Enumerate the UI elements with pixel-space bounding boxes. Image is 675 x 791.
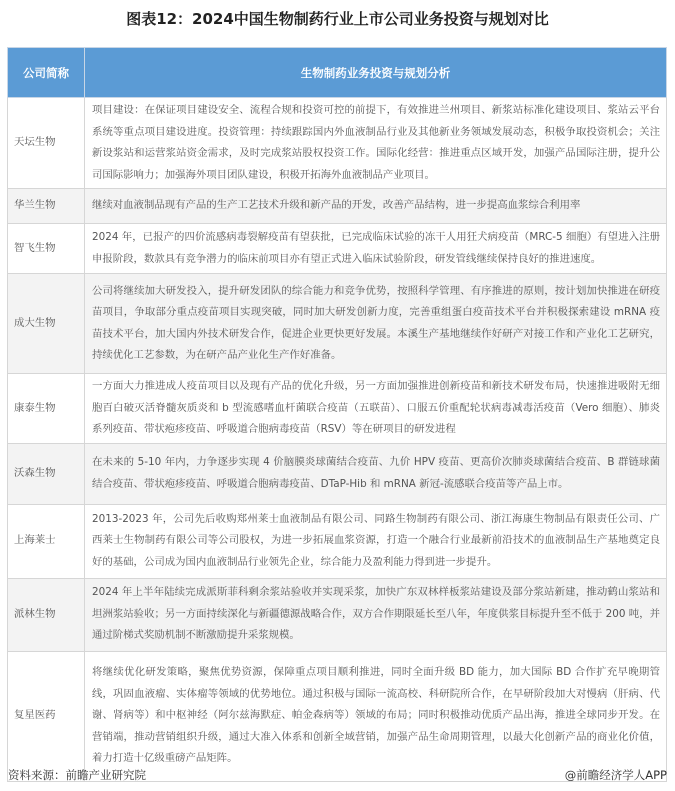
company-analysis: 继续对血液制品现有产品的生产工艺技术升级和新产品的开发，改善产品结构，进一步提高血浆综合利用率 bbox=[85, 189, 667, 224]
company-name: 复星医药 bbox=[8, 651, 85, 781]
table-row bbox=[8, 224, 667, 274]
table-row bbox=[8, 98, 667, 189]
table-row bbox=[8, 189, 667, 224]
company-name: 成大生物 bbox=[8, 274, 85, 374]
company-analysis: 2024 年上半年陆续完成派斯菲科剩余浆站验收并实现采浆，加快广东双林样板浆站建设及部分浆站新建，推动鹤山浆站和坦洲浆站验收；另一方面持续深化与新疆德源战略合作，双方合作期限延长至八年，年度供浆目标提升至不低于 200 吨，并通过阶梯式奖励机制不断激励提升采浆规模。 bbox=[85, 578, 667, 651]
company-analysis: 2024 年，已报产的四价流感病毒裂解疫苗有望获批，已完成临床试验的冻干人用狂犬病疫苗（MRC-5 细胞）有望进入注册申报阶段，数款具有竞争潜力的临床前项目亦有望正式进入临床试验阶段，研发管线继续保持良好的推进速度。 bbox=[85, 224, 667, 274]
source-note: 资料来源：前瞻产业研究院 bbox=[8, 768, 146, 782]
comparison-table bbox=[7, 47, 667, 782]
company-analysis: 公司将继续加大研发投入，提升研发团队的综合能力和竞争优势，按照科学管理、有序推进的原则，按计划加快推进在研疫苗项目，争取部分重点疫苗项目实现突破，同时加大研发创新力度，完善重组蛋白疫苗技术平台并积极探索建设 mRNA 疫苗技术平台，加大国内外技术研发合作，促进企业更快更好发展。本溪生产基地继续作好研产对接工作和产业化工艺研究，持续优化工艺参数，为在研产品产业化生产作好准备。 bbox=[85, 274, 667, 374]
company-name: 派林生物 bbox=[8, 578, 85, 651]
table-row bbox=[8, 274, 667, 374]
credit-note: @前瞻经济学人APP bbox=[564, 768, 667, 782]
company-name: 智飞生物 bbox=[8, 224, 85, 274]
table-row bbox=[8, 651, 667, 781]
table-row bbox=[8, 578, 667, 651]
header-company: 公司简称 bbox=[8, 48, 85, 98]
chart-title: 图表12：2024中国生物制药行业上市公司业务投资与规划对比 bbox=[126, 10, 549, 28]
company-analysis: 在未来的 5-10 年内，力争逐步实现 4 价脑膜炎球菌结合疫苗、九价 HPV 疫苗、更高价次肺炎球菌结合疫苗、B 群链球菌结合疫苗、带状疱疹疫苗、呼吸道合胞病毒疫苗、DTaP-Hib 和 mRNA 新冠-流感联合疫苗等产品上市。 bbox=[85, 443, 667, 504]
table-row bbox=[8, 504, 667, 578]
table-header-row bbox=[8, 48, 667, 98]
table-row bbox=[8, 374, 667, 444]
company-name: 上海莱士 bbox=[8, 504, 85, 578]
company-name: 华兰生物 bbox=[8, 189, 85, 224]
company-analysis: 将继续优化研发策略，聚焦优势资源，保障重点项目顺利推进，同时全面升级 BD 能力，加大国际 BD 合作扩充早晚期管线，巩固血液瘤、实体瘤等领域的优势地位。通过积极与国际一流高校、科研院所合作，在早研阶段加大对慢病（肝病、代谢、肾病等）和中枢神经（阿尔兹海默症、帕金森病等）领域的布局；同时积极推动优质产品出海，推进全球同步开发。在营销端，推动营销组织升级，通过大准入体系和创新全域营销，加强产品生命周期管理，以最大化创新产品的商业化价值，着力打造十亿级重磅产品矩阵。 bbox=[85, 651, 667, 781]
company-analysis: 2013-2023 年，公司先后收购郑州莱士血液制品有限公司、同路生物制药有限公司、浙江海康生物制品有限责任公司、广西莱士生物制药有限公司等公司股权，为进一步拓展血浆资源，打造一个融合行业最新前沿技术的血液制品生产基地奠定良好的基础，公司成为国内血液制品行业领先企业，综合能力及盈利能力得到进一步提升。 bbox=[85, 504, 667, 578]
table-row bbox=[8, 443, 667, 504]
header-analysis: 生物制药业务投资与规划分析 bbox=[85, 48, 667, 98]
company-name: 天坛生物 bbox=[8, 98, 85, 189]
company-name: 康泰生物 bbox=[8, 374, 85, 444]
company-analysis: 一方面大力推进成人疫苗项目以及现有产品的优化升级，另一方面加强推进创新疫苗和新技术研发布局，快速推进吸附无细胞百白破灭活脊髓灰质炎和 b 型流感嗜血杆菌联合疫苗（五联苗）、口服五价重配轮状病毒减毒活疫苗（Vero 细胞）、肺炎系列疫苗、带状疱疹疫苗、呼吸道合胞病毒疫苗（RSV）等在研项目的研发进程 bbox=[85, 374, 667, 444]
company-analysis: 项目建设：在保证项目建设安全、流程合规和投资可控的前提下，有效推进兰州项目、新浆站标准化建设项目、浆站云平台系统等重点项目建设进度。投资管理：持续跟踪国内外血液制品行业及其他新业务领域发展动态，积极争取投资机会；关注新设浆站和运营浆站资金需求，及时完成浆站股权投资工作。国际化经营：推进重点区域开发，加强产品国际注册，提升公司国际影响力；加强海外项目团队建设，积极开拓海外血液制品产业项目。 bbox=[85, 98, 667, 189]
company-name: 沃森生物 bbox=[8, 443, 85, 504]
